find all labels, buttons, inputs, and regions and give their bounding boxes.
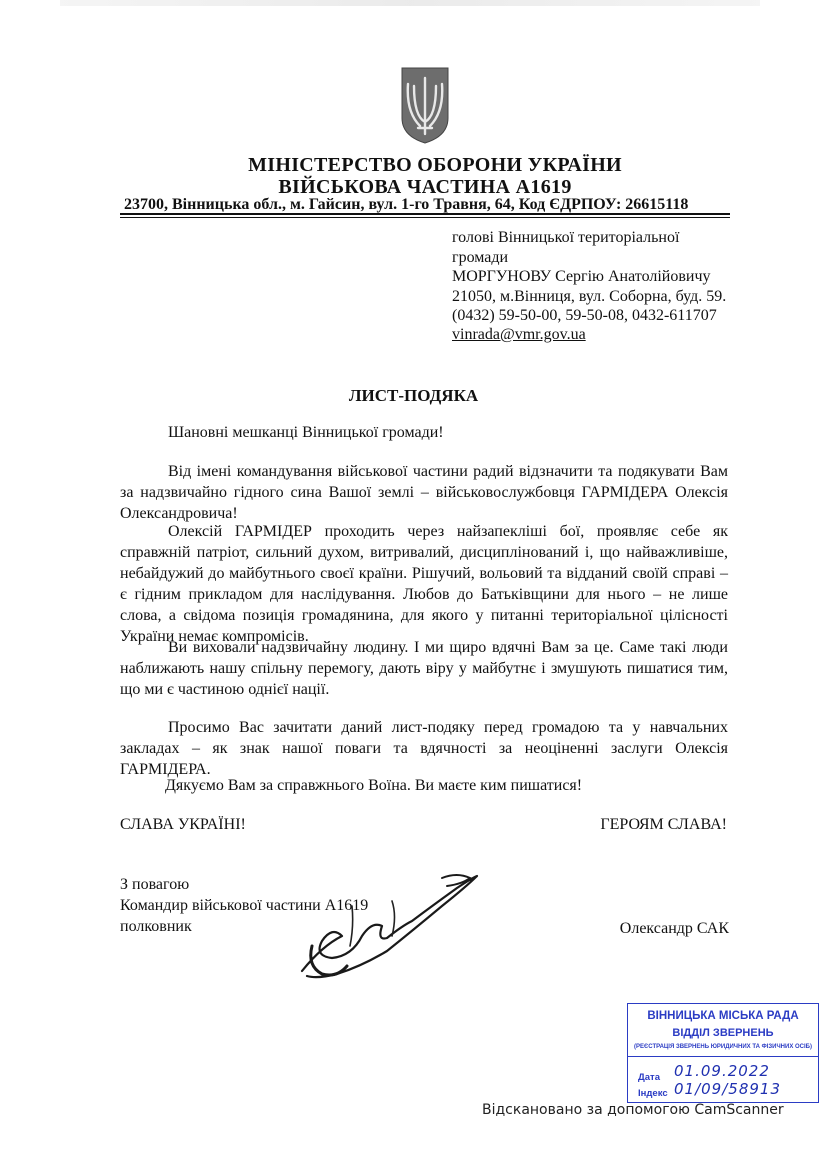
trident-emblem-icon bbox=[400, 66, 450, 144]
stamp-dept: ВІДДІЛ ЗВЕРНЕНЬ bbox=[672, 1027, 774, 1039]
handwritten-signature bbox=[292, 866, 482, 986]
stamp-index-value: 01/09/58913 bbox=[674, 1080, 781, 1098]
paragraph-1: Від імені командування військової частини радий відзначити та подякувати Вам за надзвичайно гідного сина Вашої землі – військовослужбовця ГАРМІДЕРА Олексія Олександровича! bbox=[120, 463, 728, 522]
slogan-left: СЛАВА УКРАЇНІ! bbox=[120, 816, 246, 833]
recipient-address: 21050, м.Вінниця, вул. Соборна, буд. 59. bbox=[452, 288, 727, 305]
recipient-line-1: голові Вінницької територіальної bbox=[452, 229, 680, 246]
stamp-divider bbox=[628, 1056, 818, 1057]
slogan-right: ГЕРОЯМ СЛАВА! bbox=[600, 816, 727, 833]
ministry-title: МІНІСТЕРСТВО ОБОРОНИ УКРАЇНИ bbox=[248, 154, 622, 176]
stamp-org: ВІННИЦЬКА МІСЬКА РАДА bbox=[647, 1010, 799, 1022]
stamp-index-label: Індекс bbox=[638, 1088, 668, 1099]
signoff-rank: полковник bbox=[120, 918, 192, 935]
registration-stamp bbox=[627, 1003, 819, 1103]
unit-title: ВІЙСЬКОВА ЧАСТИНА А1619 bbox=[278, 176, 572, 198]
letter-thanks: Дякуємо Вам за справжнього Воїна. Ви маєте ким пишатися! bbox=[165, 777, 583, 794]
stamp-sub: (РЕЄСТРАЦІЯ ЗВЕРНЕНЬ ЮРИДИЧНИХ ТА ФІЗИЧНИХ ОСІБ) bbox=[634, 1044, 812, 1050]
signoff-regards: З повагою bbox=[120, 876, 190, 893]
paragraph-2: Олексій ГАРМІДЕР проходить через найзапекліші бої, проявляє себе як справжній патріот, сильний духом, витривалий, дисциплінований і, що найважливіше, небайдужий до майбутнього своєї країни. Рішучий, вольовий та відданий своїй справі – є гідним прикладом для наслідування. Любов до Батьківщини для нього – не лише слова, а свідома позиція громадянина, для якого у питанні територіальної цілісності України немає компромісів. bbox=[120, 523, 728, 645]
scan-artifact bbox=[60, 0, 760, 6]
paragraph-3: Ви виховали надзвичайну людину. І ми щиро вдячні Вам за це. Саме такі люди наближають нашу спільну перемогу, дають віру у майбутнє і змушують пишатися тим, що ми є частиною однієї нації. bbox=[120, 639, 728, 698]
letter-title: ЛИСТ-ПОДЯКА bbox=[348, 386, 479, 405]
letter-greeting: Шановні мешканці Вінницької громади! bbox=[168, 424, 444, 441]
recipient-phones: (0432) 59-50-00, 59-50-08, 0432-611707 bbox=[452, 307, 717, 324]
paragraph-4: Просимо Вас зачитати даний лист-подяку перед громадою та у навчальних закладах – як знак нашої поваги та вдячності за неоціненні заслуги Олексія ГАРМІДЕРА. bbox=[120, 719, 728, 778]
header-divider-thin bbox=[120, 217, 730, 218]
stamp-date-label: Дата bbox=[638, 1072, 660, 1083]
stamp-date-value: 01.09.2022 bbox=[674, 1062, 770, 1080]
recipient-line-2: громади bbox=[452, 249, 509, 266]
header-divider bbox=[120, 213, 730, 215]
recipient-name: МОРГУНОВУ Сергію Анатолійовичу bbox=[452, 268, 711, 285]
signer-name: Олександр САК bbox=[619, 920, 729, 937]
unit-address: 23700, Вінницька обл., м. Гайсин, вул. 1-го Травня, 64, Код ЄДРПОУ: 26615118 bbox=[124, 196, 689, 213]
signoff-position: Командир військової частини А1619 bbox=[120, 897, 369, 914]
recipient-email-link[interactable]: vinrada@vmr.gov.ua bbox=[452, 326, 586, 343]
scanner-watermark: Відскановано за допомогою CamScanner bbox=[482, 1102, 784, 1118]
